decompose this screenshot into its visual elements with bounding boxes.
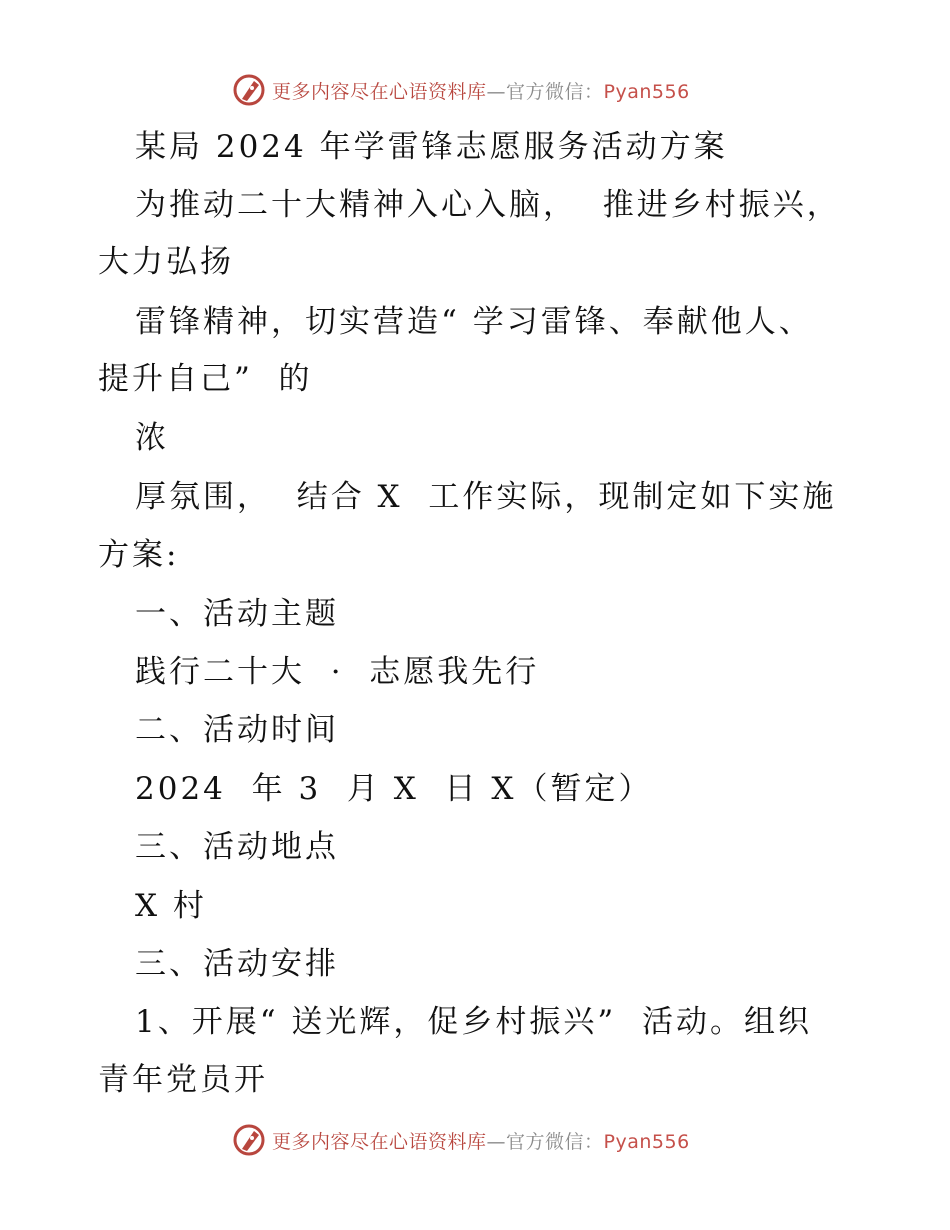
doc-line: 雷锋精神，切实营造“ 学习雷锋、奉献他人、: [135, 304, 813, 340]
doc-line: 提升自己” 的: [98, 361, 313, 397]
section-heading: 一、活动主题: [135, 596, 339, 632]
section-heading: 三、活动安排: [135, 946, 339, 982]
banner-text: 更多内容尽在心语资料库—官方微信：Pyan556: [272, 80, 690, 103]
doc-line: 浓: [135, 420, 169, 456]
doc-line: 厚氛围， 结合 X 工作实际，现制定如下实施: [135, 479, 837, 515]
pen-nib-logo-icon: [232, 1123, 266, 1157]
pen-nib-logo-icon: [232, 73, 266, 107]
doc-line: 1、开展“ 送光辉，促乡村振兴” 活动。组织: [135, 1004, 812, 1040]
doc-line: 青年党员开: [98, 1062, 268, 1098]
header-banner: [232, 70, 732, 110]
doc-line: 方案:: [98, 537, 180, 573]
doc-line: 践行二十大 · 志愿我先行: [135, 654, 540, 690]
doc-line: 为推动二十大精神入心入脑， 推进乡村振兴，: [135, 187, 841, 223]
footer-banner: [232, 1120, 732, 1160]
section-heading: 二、活动时间: [135, 712, 339, 748]
doc-title: 某局 2024 年学雷锋志愿服务活动方案: [135, 129, 728, 165]
banner-text: 更多内容尽在心语资料库—官方微信：Pyan556: [272, 1130, 690, 1153]
doc-line: 2024 年 3 月 X 日 X（暂定）: [135, 771, 653, 807]
doc-line: 大力弘扬: [98, 244, 234, 280]
doc-line: X 村: [135, 888, 207, 924]
section-heading: 三、活动地点: [135, 829, 339, 865]
